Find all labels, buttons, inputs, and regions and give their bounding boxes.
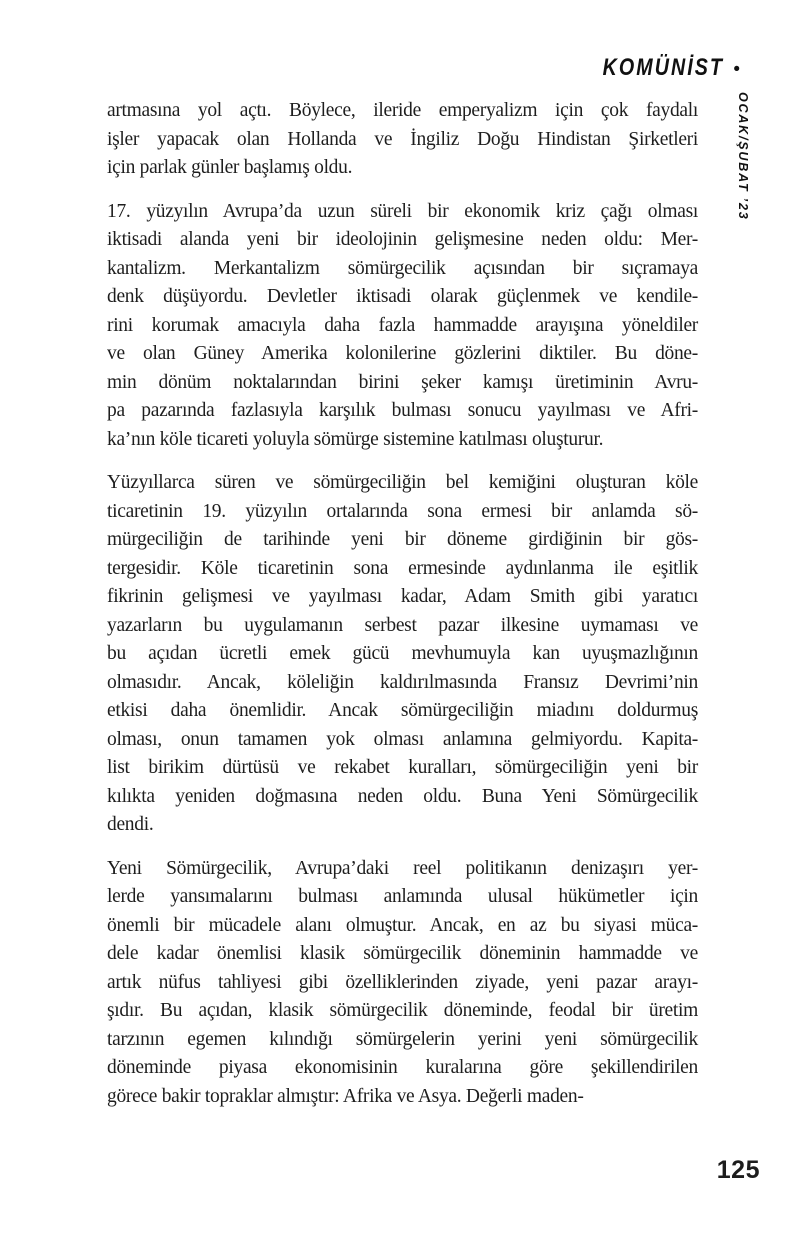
text-line: Yüzyıllarca süren ve sömürgeciliğin bel kemiğini oluşturan köle [107, 472, 698, 493]
paragraph [107, 97, 698, 183]
text-line: ticaretinin 19. yüzyılın ortalarında sona ermesi bir anlamda sö- [107, 500, 698, 522]
text-line: iktisadi alanda yeni bir ideolojinin gelişmesine neden oldu: Mer- [107, 229, 698, 250]
paragraph [107, 198, 698, 455]
page-number: 125 [716, 1156, 760, 1184]
text-line: bu açıdan ücretli emek gücü mevhumuyla kan uyuşmazlığının [107, 643, 698, 664]
magazine-title: KOMÜNİST [602, 54, 725, 81]
text-line: kantalizm. Merkantalizm sömürgecilik açısından bir sıçramaya [107, 257, 698, 279]
running-head [576, 54, 740, 82]
text-line: min dönüm noktalarından birini şeker kamışı üretiminin Avru- [107, 371, 698, 393]
text-line: işler yapacak olan Hollanda ve İngiliz Doğu Hindistan Şirketleri [107, 128, 698, 150]
text-line: önemli bir mücadele alanı olmuştur. Ancak, en az bu siyasi müca- [107, 914, 698, 936]
text-line: görece bakir topraklar almıştır: Afrika ve Asya. Değerli maden- [107, 1085, 584, 1107]
text-line: yazarların bu uygulamanın serbest pazar ilkesine uymaması ve [107, 614, 698, 636]
text-line: dele kadar önemlisi klasik sömürgecilik döneminin hammadde ve [107, 943, 698, 964]
text-line: için parlak günler başlamış oldu. [107, 157, 353, 178]
text-line: tarzının egemen kılındığı sömürgelerin yerini yeni sömürgecilik [107, 1028, 698, 1050]
article-body [107, 97, 698, 1111]
text-line: etkisi daha önemlidir. Ancak sömürgeciliğin miadını doldurmuş [107, 700, 698, 721]
text-line: 17. yüzyılın Avrupa’da uzun süreli bir ekonomik kriz çağı olması [107, 200, 698, 222]
text-line: fikrinin gelişmesi ve yayılması kadar, Adam Smith gibi yaratıcı [107, 586, 698, 607]
text-line: artmasına yol açtı. Böylece, ileride emperyalizm için çok faydalı [107, 100, 698, 121]
text-line: rini korumak amacıyla daha fazla hammadde arayışına yöneldiler [107, 314, 698, 336]
bullet-icon: • [733, 58, 740, 80]
text-line: şıdır. Bu açıdan, klasik sömürgecilik döneminde, feodal bir üretim [107, 1000, 698, 1021]
text-line: mürgeciliğin de tarihinde yeni bir döneme girdiğinin bir gös- [107, 529, 698, 550]
text-line: olmasıdır. Ancak, köleliğin kaldırılmasında Fransız Devrimi’nin [107, 671, 698, 693]
issue-label-vertical: OCAK/ŞUBAT ’23 [736, 92, 750, 221]
text-line: döneminde piyasa ekonomisinin kuralarına göre şekillendirilen [107, 1057, 698, 1078]
text-line: ka’nın köle ticareti yoluyla sömürge sistemine katılması oluşturur. [107, 428, 604, 450]
text-line: dendi. [107, 814, 154, 835]
text-line: Yeni Sömürgecilik, Avrupa’daki reel politikanın denizaşırı yer- [107, 857, 698, 879]
text-line: olması, onun tamamen yok olması anlamına gelmiyordu. Kapita- [107, 728, 698, 750]
text-line: kılıkta yeniden doğmasına neden oldu. Buna Yeni Sömürgecilik [107, 785, 698, 807]
text-line: tergesidir. Köle ticaretinin sona ermesinde aydınlanma ile eşitlik [107, 557, 698, 579]
paragraph [107, 855, 698, 1112]
text-line: denk düşüyordu. Devletler iktisadi olarak güçlenmek ve kendile- [107, 286, 698, 307]
text-line: lerde yansımalarını bulması anlamında ulusal hükümetler için [107, 886, 698, 907]
text-line: artık nüfus tahliyesi gibi özelliklerinden ziyade, yeni pazar arayı- [107, 971, 698, 993]
text-line: ve olan Güney Amerika kolonilerine gözlerini diktiler. Bu döne- [107, 343, 698, 364]
paragraph [107, 469, 698, 840]
text-line: list birikim dürtüsü ve rekabet kuralları, sömürgeciliğin yeni bir [107, 757, 698, 778]
text-line: pa pazarında fazlasıyla karşılık bulması sonucu yayılması ve Afri- [107, 400, 698, 421]
